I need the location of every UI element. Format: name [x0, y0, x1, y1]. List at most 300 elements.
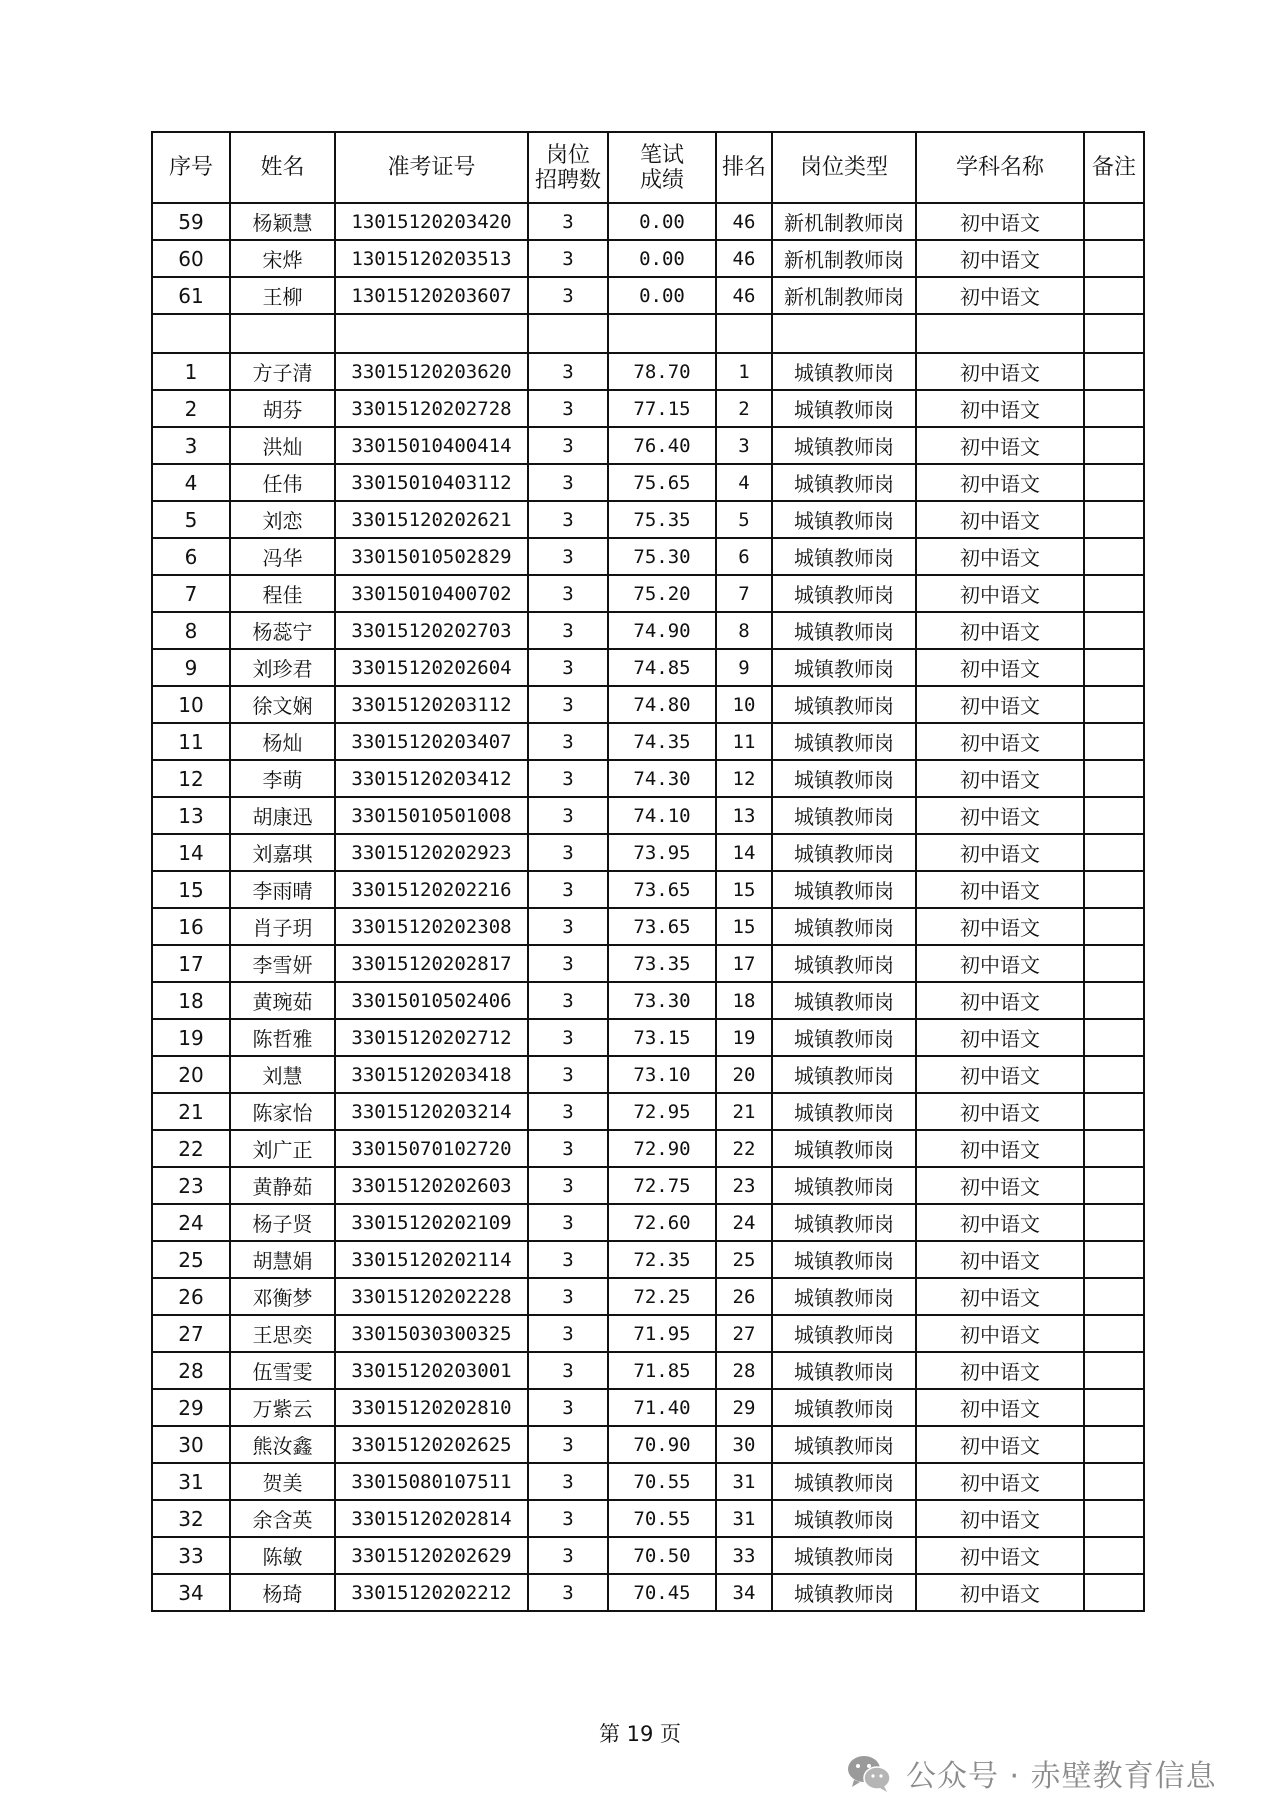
watermark	[846, 1748, 1217, 1798]
cell-col-openings: 3	[528, 723, 608, 760]
cell-col-remark	[1084, 1315, 1144, 1352]
cell-col-subject: 初中语文	[916, 1352, 1084, 1389]
cell-col-subject: 初中语文	[916, 1241, 1084, 1278]
cell-col-rank: 15	[716, 871, 772, 908]
cell-col-name: 黄琬茹	[230, 982, 335, 1019]
cell-col-name: 杨琦	[230, 1574, 335, 1611]
header-col-remark: 备注	[1084, 132, 1144, 203]
cell-col-name: 任伟	[230, 464, 335, 501]
cell-col-name: 李萌	[230, 760, 335, 797]
cell-col-name: 刘珍君	[230, 649, 335, 686]
table-row	[152, 982, 1144, 1019]
cell-col-index: 21	[152, 1093, 230, 1130]
cell-col-score: 77.15	[608, 390, 716, 427]
cell-col-remark	[1084, 501, 1144, 538]
cell-col-openings: 3	[528, 1389, 608, 1426]
cell-col-openings: 3	[528, 649, 608, 686]
cell-col-index: 32	[152, 1500, 230, 1537]
cell-col-post-type: 城镇教师岗	[772, 834, 916, 871]
header-col-rank: 排名	[716, 132, 772, 203]
cell-col-exam-id: 33015120203418	[335, 1056, 528, 1093]
cell-col-openings: 3	[528, 390, 608, 427]
cell-col-subject: 初中语文	[916, 1389, 1084, 1426]
cell-col-score: 70.55	[608, 1463, 716, 1500]
table-row	[152, 1056, 1144, 1093]
cell-col-remark	[1084, 649, 1144, 686]
cell-col-post-type: 城镇教师岗	[772, 390, 916, 427]
cell-col-openings: 3	[528, 1315, 608, 1352]
cell-col-openings: 3	[528, 612, 608, 649]
cell-col-index: 5	[152, 501, 230, 538]
cell-col-post-type: 城镇教师岗	[772, 871, 916, 908]
header-col-subject: 学科名称	[916, 132, 1084, 203]
cell-col-exam-id: 33015120202728	[335, 390, 528, 427]
cell-col-name: 贺美	[230, 1463, 335, 1500]
cell-col-index: 6	[152, 538, 230, 575]
cell-col-post-type: 城镇教师岗	[772, 1241, 916, 1278]
cell-col-exam-id: 33015120202629	[335, 1537, 528, 1574]
cell-col-remark	[1084, 945, 1144, 982]
cell-col-score: 75.30	[608, 538, 716, 575]
cell-col-index: 29	[152, 1389, 230, 1426]
cell-col-post-type: 城镇教师岗	[772, 686, 916, 723]
cell-col-openings: 3	[528, 834, 608, 871]
cell-col-remark	[1084, 353, 1144, 390]
cell-col-openings: 3	[528, 1019, 608, 1056]
cell-col-exam-id: 33015120202308	[335, 908, 528, 945]
cell-col-index: 26	[152, 1278, 230, 1315]
cell-col-name: 伍雪雯	[230, 1352, 335, 1389]
cell-col-post-type: 城镇教师岗	[772, 1389, 916, 1426]
cell-col-post-type: 城镇教师岗	[772, 797, 916, 834]
cell-col-score: 75.65	[608, 464, 716, 501]
cell-col-remark	[1084, 1241, 1144, 1278]
cell-col-index: 17	[152, 945, 230, 982]
cell-col-exam-id: 33015120202603	[335, 1167, 528, 1204]
cell-col-index: 14	[152, 834, 230, 871]
cell-col-exam-id: 33015120202604	[335, 649, 528, 686]
cell-col-rank: 25	[716, 1241, 772, 1278]
cell-col-openings: 3	[528, 277, 608, 314]
cell-col-score: 73.30	[608, 982, 716, 1019]
cell-col-subject: 初中语文	[916, 203, 1084, 240]
table-row	[152, 240, 1144, 277]
cell-col-remark	[1084, 1019, 1144, 1056]
cell-col-openings: 3	[528, 353, 608, 390]
cell-col-post-type: 城镇教师岗	[772, 538, 916, 575]
cell-col-remark	[1084, 1130, 1144, 1167]
cell-col-subject: 初中语文	[916, 575, 1084, 612]
table-row	[152, 686, 1144, 723]
cell-col-name: 陈家怡	[230, 1093, 335, 1130]
cell-col-score: 71.40	[608, 1389, 716, 1426]
cell-col-openings: 3	[528, 945, 608, 982]
cell-col-subject: 初中语文	[916, 1315, 1084, 1352]
page-number: 第 19 页	[598, 1722, 682, 1746]
cell-col-name: 李雪妍	[230, 945, 335, 982]
cell-col-openings: 3	[528, 1537, 608, 1574]
cell-col-exam-id: 13015120203420	[335, 203, 528, 240]
cell-col-remark	[1084, 1426, 1144, 1463]
cell-col-subject: 初中语文	[916, 871, 1084, 908]
cell-col-openings: 3	[528, 1463, 608, 1500]
cell-col-index: 8	[152, 612, 230, 649]
cell-col-openings: 3	[528, 427, 608, 464]
cell-col-openings: 3	[528, 240, 608, 277]
cell-col-index: 9	[152, 649, 230, 686]
cell-col-exam-id: 13015120203513	[335, 240, 528, 277]
cell-col-remark	[1084, 908, 1144, 945]
cell-col-subject: 初中语文	[916, 797, 1084, 834]
cell-col-name: 王柳	[230, 277, 335, 314]
cell-col-post-type: 城镇教师岗	[772, 464, 916, 501]
cell-col-rank: 9	[716, 649, 772, 686]
cell-col-name: 程佳	[230, 575, 335, 612]
cell-col-rank: 7	[716, 575, 772, 612]
cell-col-name: 胡康迅	[230, 797, 335, 834]
cell-col-remark	[1084, 538, 1144, 575]
cell-col-index: 13	[152, 797, 230, 834]
cell-col-remark	[1084, 390, 1144, 427]
cell-col-score: 75.35	[608, 501, 716, 538]
table-row	[152, 1463, 1144, 1500]
cell-col-score: 74.10	[608, 797, 716, 834]
cell-col-openings: 3	[528, 1167, 608, 1204]
cell-col-post-type: 城镇教师岗	[772, 427, 916, 464]
cell-col-subject: 初中语文	[916, 1574, 1084, 1611]
cell-col-remark	[1084, 982, 1144, 1019]
cell-col-openings: 3	[528, 575, 608, 612]
cell-col-score: 73.10	[608, 1056, 716, 1093]
cell-col-remark	[1084, 834, 1144, 871]
cell-col-name: 刘慧	[230, 1056, 335, 1093]
cell-col-score: 71.95	[608, 1315, 716, 1352]
cell-col-name: 王思奕	[230, 1315, 335, 1352]
cell-col-remark	[1084, 686, 1144, 723]
cell-col-name: 胡芬	[230, 390, 335, 427]
cell-col-index: 30	[152, 1426, 230, 1463]
cell-col-exam-id: 33015120202216	[335, 871, 528, 908]
cell-col-name: 杨颖慧	[230, 203, 335, 240]
cell-col-score: 73.65	[608, 871, 716, 908]
cell-col-post-type: 城镇教师岗	[772, 908, 916, 945]
cell-col-index: 11	[152, 723, 230, 760]
cell-col-exam-id: 33015070102720	[335, 1130, 528, 1167]
cell-col-subject: 初中语文	[916, 982, 1084, 1019]
table-row	[152, 1537, 1144, 1574]
cell-col-remark	[1084, 1463, 1144, 1500]
cell-col-openings: 3	[528, 1204, 608, 1241]
cell-col-rank	[716, 314, 772, 353]
table-body	[152, 203, 1144, 1611]
cell-col-post-type	[772, 314, 916, 353]
cell-col-openings: 3	[528, 464, 608, 501]
cell-col-name: 徐文娴	[230, 686, 335, 723]
cell-col-rank: 14	[716, 834, 772, 871]
cell-col-post-type: 城镇教师岗	[772, 1574, 916, 1611]
cell-col-post-type: 城镇教师岗	[772, 1278, 916, 1315]
table-row	[152, 1241, 1144, 1278]
cell-col-subject: 初中语文	[916, 1093, 1084, 1130]
cell-col-index: 12	[152, 760, 230, 797]
cell-col-rank: 2	[716, 390, 772, 427]
cell-col-openings: 3	[528, 871, 608, 908]
cell-col-remark	[1084, 464, 1144, 501]
table-row	[152, 353, 1144, 390]
table-row	[152, 1130, 1144, 1167]
cell-col-subject: 初中语文	[916, 427, 1084, 464]
cell-col-rank: 13	[716, 797, 772, 834]
cell-col-post-type: 城镇教师岗	[772, 723, 916, 760]
cell-col-exam-id: 33015120202703	[335, 612, 528, 649]
cell-col-exam-id: 33015120202109	[335, 1204, 528, 1241]
cell-col-exam-id: 33015120202810	[335, 1389, 528, 1426]
cell-col-name: 陈哲雅	[230, 1019, 335, 1056]
cell-col-post-type: 城镇教师岗	[772, 1019, 916, 1056]
cell-col-index	[152, 314, 230, 353]
cell-col-rank: 22	[716, 1130, 772, 1167]
cell-col-index: 23	[152, 1167, 230, 1204]
cell-col-index: 20	[152, 1056, 230, 1093]
table-row	[152, 1278, 1144, 1315]
cell-col-index: 59	[152, 203, 230, 240]
cell-col-rank: 21	[716, 1093, 772, 1130]
cell-col-index: 24	[152, 1204, 230, 1241]
cell-col-index: 1	[152, 353, 230, 390]
cell-col-openings: 3	[528, 797, 608, 834]
cell-col-score	[608, 314, 716, 353]
cell-col-rank: 26	[716, 1278, 772, 1315]
cell-col-exam-id: 33015010501008	[335, 797, 528, 834]
cell-col-openings: 3	[528, 1426, 608, 1463]
table-row	[152, 649, 1144, 686]
cell-col-exam-id: 33015120203407	[335, 723, 528, 760]
cell-col-remark	[1084, 871, 1144, 908]
cell-col-post-type: 城镇教师岗	[772, 1056, 916, 1093]
cell-col-remark	[1084, 314, 1144, 353]
cell-col-name: 黄静茹	[230, 1167, 335, 1204]
cell-col-index: 34	[152, 1574, 230, 1611]
cell-col-subject: 初中语文	[916, 240, 1084, 277]
cell-col-rank: 27	[716, 1315, 772, 1352]
cell-col-index: 2	[152, 390, 230, 427]
cell-col-exam-id: 33015120202114	[335, 1241, 528, 1278]
cell-col-exam-id: 33015120203620	[335, 353, 528, 390]
cell-col-score: 74.90	[608, 612, 716, 649]
cell-col-exam-id: 33015120203112	[335, 686, 528, 723]
table-row	[152, 575, 1144, 612]
cell-col-openings: 3	[528, 908, 608, 945]
cell-col-remark	[1084, 203, 1144, 240]
cell-col-openings: 3	[528, 1241, 608, 1278]
cell-col-rank: 20	[716, 1056, 772, 1093]
cell-col-exam-id: 33015010502406	[335, 982, 528, 1019]
cell-col-subject: 初中语文	[916, 760, 1084, 797]
cell-col-subject: 初中语文	[916, 1500, 1084, 1537]
cell-col-rank: 24	[716, 1204, 772, 1241]
cell-col-remark	[1084, 723, 1144, 760]
cell-col-index: 25	[152, 1241, 230, 1278]
cell-col-post-type: 城镇教师岗	[772, 1500, 916, 1537]
cell-col-remark	[1084, 1167, 1144, 1204]
table-row	[152, 1093, 1144, 1130]
cell-col-index: 4	[152, 464, 230, 501]
table-row	[152, 1019, 1144, 1056]
cell-col-name: 万紫云	[230, 1389, 335, 1426]
cell-col-subject: 初中语文	[916, 834, 1084, 871]
cell-col-openings: 3	[528, 538, 608, 575]
cell-col-subject: 初中语文	[916, 1019, 1084, 1056]
cell-col-post-type: 新机制教师岗	[772, 277, 916, 314]
cell-col-remark	[1084, 1204, 1144, 1241]
table-row	[152, 1352, 1144, 1389]
cell-col-exam-id: 33015030300325	[335, 1315, 528, 1352]
header-col-openings: 岗位 招聘数	[528, 132, 608, 203]
cell-col-post-type: 城镇教师岗	[772, 501, 916, 538]
cell-col-rank: 5	[716, 501, 772, 538]
cell-col-score: 71.85	[608, 1352, 716, 1389]
cell-col-post-type: 城镇教师岗	[772, 1537, 916, 1574]
header-col-index: 序号	[152, 132, 230, 203]
cell-col-subject: 初中语文	[916, 1056, 1084, 1093]
cell-col-remark	[1084, 1389, 1144, 1426]
cell-col-index: 7	[152, 575, 230, 612]
table-row	[152, 945, 1144, 982]
cell-col-openings: 3	[528, 1352, 608, 1389]
table-row	[152, 1426, 1144, 1463]
cell-col-subject: 初中语文	[916, 1204, 1084, 1241]
header-col-post-type: 岗位类型	[772, 132, 916, 203]
table-row	[152, 390, 1144, 427]
cell-col-index: 3	[152, 427, 230, 464]
table-row	[152, 760, 1144, 797]
cell-col-subject: 初中语文	[916, 538, 1084, 575]
cell-col-rank: 30	[716, 1426, 772, 1463]
cell-col-post-type: 城镇教师岗	[772, 760, 916, 797]
cell-col-index: 16	[152, 908, 230, 945]
header-col-score: 笔试 成绩	[608, 132, 716, 203]
cell-col-openings: 3	[528, 1130, 608, 1167]
cell-col-name: 胡慧娟	[230, 1241, 335, 1278]
cell-col-rank: 46	[716, 277, 772, 314]
table-row	[152, 203, 1144, 240]
cell-col-name: 杨蕊宁	[230, 612, 335, 649]
cell-col-exam-id: 33015120202817	[335, 945, 528, 982]
cell-col-post-type: 城镇教师岗	[772, 1093, 916, 1130]
cell-col-exam-id: 33015120203214	[335, 1093, 528, 1130]
cell-col-name: 杨灿	[230, 723, 335, 760]
cell-col-index: 61	[152, 277, 230, 314]
cell-col-rank: 15	[716, 908, 772, 945]
cell-col-post-type: 城镇教师岗	[772, 575, 916, 612]
cell-col-score: 73.15	[608, 1019, 716, 1056]
score-table	[151, 131, 1145, 1612]
cell-col-exam-id: 33015120202923	[335, 834, 528, 871]
cell-col-score: 72.60	[608, 1204, 716, 1241]
cell-col-exam-id: 33015010502829	[335, 538, 528, 575]
cell-col-name: 肖子玥	[230, 908, 335, 945]
cell-col-score: 70.55	[608, 1500, 716, 1537]
cell-col-index: 10	[152, 686, 230, 723]
cell-col-remark	[1084, 1352, 1144, 1389]
cell-col-openings: 3	[528, 1056, 608, 1093]
cell-col-index: 31	[152, 1463, 230, 1500]
cell-col-score: 70.45	[608, 1574, 716, 1611]
cell-col-openings: 3	[528, 686, 608, 723]
cell-col-exam-id: 33015120203001	[335, 1352, 528, 1389]
cell-col-subject: 初中语文	[916, 1167, 1084, 1204]
cell-col-score: 0.00	[608, 203, 716, 240]
table-row	[152, 1500, 1144, 1537]
cell-col-score: 73.95	[608, 834, 716, 871]
cell-col-score: 0.00	[608, 277, 716, 314]
cell-col-name: 余含英	[230, 1500, 335, 1537]
cell-col-subject: 初中语文	[916, 945, 1084, 982]
cell-col-score: 74.35	[608, 723, 716, 760]
cell-col-openings: 3	[528, 1278, 608, 1315]
cell-col-exam-id: 33015120202625	[335, 1426, 528, 1463]
cell-col-subject: 初中语文	[916, 612, 1084, 649]
cell-col-index: 15	[152, 871, 230, 908]
cell-col-remark	[1084, 1500, 1144, 1537]
cell-col-score: 72.90	[608, 1130, 716, 1167]
cell-col-name: 宋烨	[230, 240, 335, 277]
cell-col-rank: 18	[716, 982, 772, 1019]
cell-col-remark	[1084, 277, 1144, 314]
cell-col-remark	[1084, 797, 1144, 834]
cell-col-score: 74.30	[608, 760, 716, 797]
watermark-text: 公众号 · 赤壁教育信息	[906, 1759, 1217, 1794]
cell-col-exam-id: 33015120202228	[335, 1278, 528, 1315]
table-row	[152, 314, 1144, 353]
cell-col-post-type: 新机制教师岗	[772, 203, 916, 240]
cell-col-subject: 初中语文	[916, 723, 1084, 760]
cell-col-rank: 28	[716, 1352, 772, 1389]
cell-col-openings: 3	[528, 1574, 608, 1611]
cell-col-name: 刘嘉琪	[230, 834, 335, 871]
cell-col-name: 方子清	[230, 353, 335, 390]
table-row	[152, 1574, 1144, 1611]
cell-col-score: 72.95	[608, 1093, 716, 1130]
cell-col-subject: 初中语文	[916, 277, 1084, 314]
cell-col-name: 刘恋	[230, 501, 335, 538]
cell-col-name: 邓衡梦	[230, 1278, 335, 1315]
cell-col-rank: 6	[716, 538, 772, 575]
cell-col-score: 73.35	[608, 945, 716, 982]
cell-col-remark	[1084, 240, 1144, 277]
cell-col-rank: 46	[716, 240, 772, 277]
cell-col-openings: 3	[528, 203, 608, 240]
cell-col-remark	[1084, 1056, 1144, 1093]
cell-col-exam-id: 33015120202621	[335, 501, 528, 538]
cell-col-subject: 初中语文	[916, 1426, 1084, 1463]
table-row	[152, 834, 1144, 871]
cell-col-openings: 3	[528, 1093, 608, 1130]
header-col-name: 姓名	[230, 132, 335, 203]
cell-col-score: 76.40	[608, 427, 716, 464]
cell-col-exam-id: 33015120202212	[335, 1574, 528, 1611]
cell-col-post-type: 城镇教师岗	[772, 982, 916, 1019]
table-row	[152, 797, 1144, 834]
cell-col-name	[230, 314, 335, 353]
cell-col-rank: 46	[716, 203, 772, 240]
cell-col-index: 28	[152, 1352, 230, 1389]
cell-col-exam-id: 33015080107511	[335, 1463, 528, 1500]
cell-col-rank: 12	[716, 760, 772, 797]
table-row	[152, 723, 1144, 760]
cell-col-remark	[1084, 1278, 1144, 1315]
cell-col-subject: 初中语文	[916, 501, 1084, 538]
